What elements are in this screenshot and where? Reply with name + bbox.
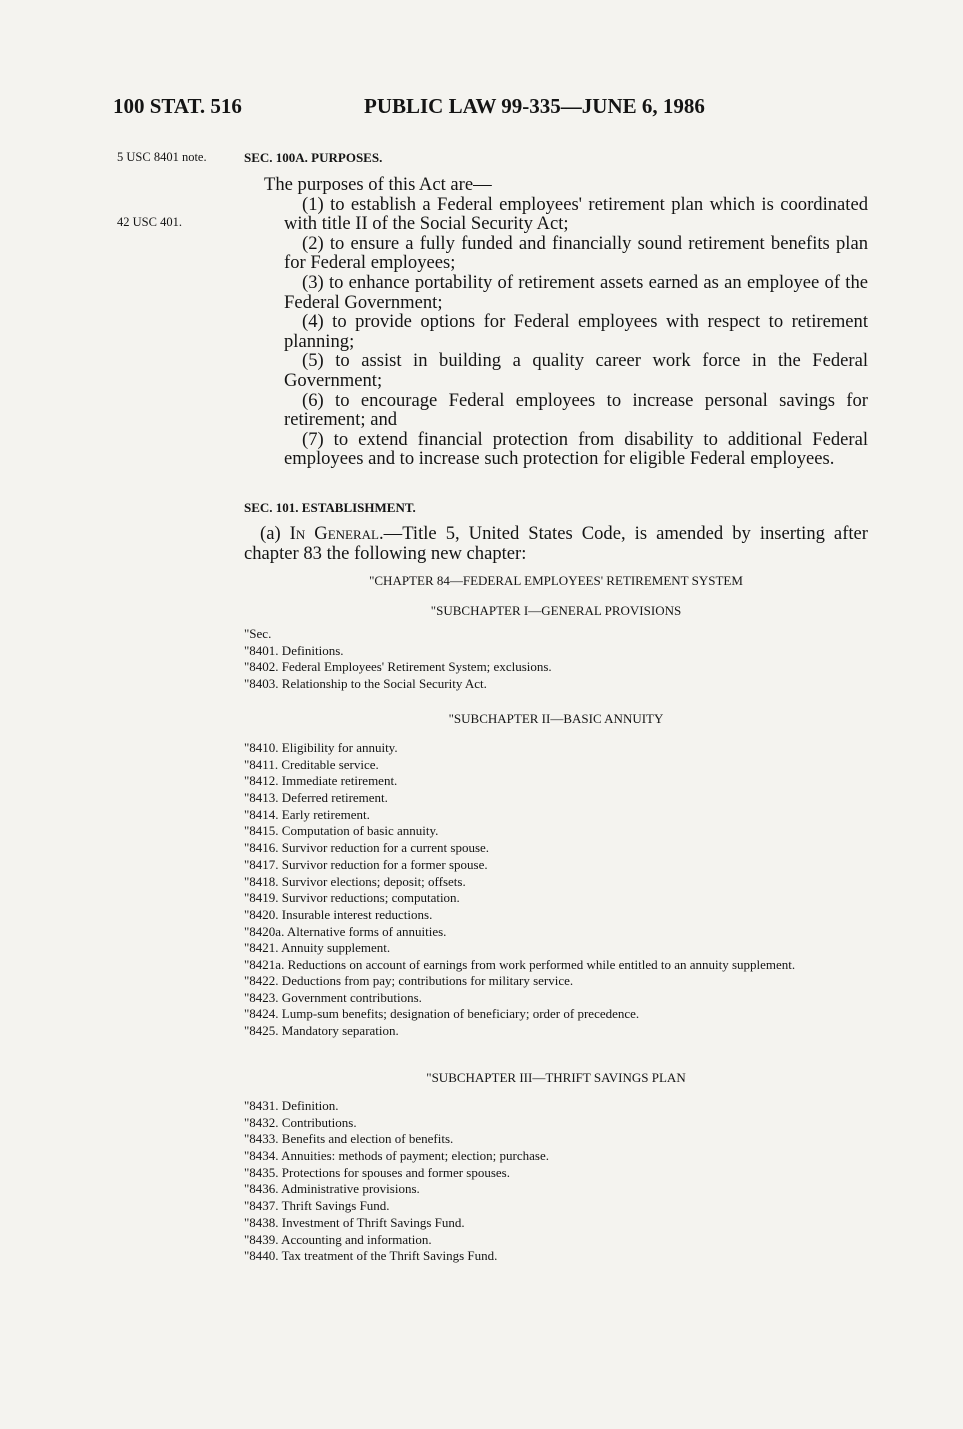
purpose-item: (6) to encourage Federal employees to increase personal savings for retirement; and: [284, 389, 868, 431]
section-101-heading: SEC. 101. ESTABLISHMENT.: [244, 500, 416, 515]
toc-item: "8414. Early retirement.: [244, 806, 370, 822]
toc-item: "8403. Relationship to the Social Security Act.: [244, 676, 487, 692]
section-100a-body: [264, 175, 868, 469]
subsection-text: —Title 5, United States Code, is amended by inserting after chapter 83 the following new chapter:: [244, 523, 868, 564]
purpose-item: (7) to extend financial protection from disability to additional Federal employees and to increase such protection for eligible Federal employees.: [284, 428, 868, 470]
subchapter-3-title: "SUBCHAPTER III—THRIFT SAVINGS PLAN: [426, 1070, 686, 1085]
toc-item: "8412. Immediate retirement.: [244, 773, 398, 789]
toc-item: "8425. Mandatory separation.: [244, 1023, 399, 1038]
subchapter-1-title: "SUBCHAPTER I—GENERAL PROVISIONS: [430, 603, 682, 618]
toc-item: "8419. Survivor reductions; computation.: [244, 890, 460, 906]
toc-item: "8416. Survivor reduction for a current spouse.: [244, 840, 490, 856]
toc-item: "8423. Government contributions.: [244, 989, 422, 1005]
subchapter-1-toc: [244, 626, 874, 693]
purpose-item: (5) to assist in building a quality career work force in the Federal Government;: [284, 350, 868, 391]
sec-label: "Sec.: [244, 626, 272, 641]
purpose-item: (4) to provide options for Federal employees with respect to retirement planning;: [284, 311, 868, 352]
toc-item: "8437. Thrift Savings Fund.: [244, 1198, 390, 1214]
toc-item: "8432. Contributions.: [244, 1114, 357, 1130]
toc-item: "8439. Accounting and information.: [244, 1231, 432, 1247]
subsection-a: [244, 524, 868, 563]
toc-item: "8421a. Reductions on account of earnings from work performed while entitled to an annuity supplement.: [244, 956, 796, 972]
toc-item: "8413. Deferred retirement.: [244, 790, 388, 806]
toc-item: "8415. Computation of basic annuity.: [244, 823, 439, 839]
margin-note-usc-8401: 5 USC 8401 note.: [117, 150, 207, 164]
purposes-lead: The purposes of this Act are—: [264, 174, 492, 195]
toc-item: "8401. Definitions.: [244, 642, 344, 658]
toc-item: "8402. Federal Employees' Retirement System; exclusions.: [244, 659, 552, 675]
toc-item: "8411. Creditable service.: [244, 756, 379, 772]
toc-item: "8434. Annuities: methods of payment; election; purchase.: [244, 1148, 549, 1164]
subchapter-2-title: "SUBCHAPTER II—BASIC ANNUITY: [448, 711, 664, 726]
toc-item: "8431. Definition.: [244, 1098, 339, 1113]
subchapter-2-toc: [244, 740, 874, 1040]
toc-item: "8420. Insurable interest reductions.: [244, 906, 433, 922]
subsection-label: (a): [260, 523, 281, 544]
public-law-title: PUBLIC LAW 99-335—JUNE 6, 1986: [364, 94, 705, 118]
purpose-item: (3) to enhance portability of retirement assets earned as an employee of the Federal Government;: [284, 271, 868, 313]
toc-item: "8440. Tax treatment of the Thrift Savings Fund.: [244, 1248, 498, 1264]
subsection-title: In General.: [289, 523, 384, 544]
toc-item: "8424. Lump-sum benefits; designation of beneficiary; order of precedence.: [244, 1006, 640, 1022]
section-100a-heading: SEC. 100A. PURPOSES.: [244, 150, 383, 165]
purpose-item: (1) to establish a Federal employees' retirement plan which is coordinated with title II of the Social Security Act;: [284, 193, 868, 235]
toc-item: "8435. Protections for spouses and former spouses.: [244, 1164, 510, 1180]
toc-item: "8436. Administrative provisions.: [244, 1181, 420, 1197]
purpose-item: (2) to ensure a fully funded and financially sound retirement benefits plan for Federal employees;: [284, 232, 868, 274]
toc-item: "8420a. Alternative forms of annuities.: [244, 923, 447, 939]
toc-item: "8418. Survivor elections; deposit; offsets.: [244, 873, 466, 889]
toc-item: "8433. Benefits and election of benefits.: [244, 1131, 454, 1147]
toc-item: "8438. Investment of Thrift Savings Fund.: [244, 1214, 465, 1230]
toc-item: "8417. Survivor reduction for a former spouse.: [244, 856, 488, 872]
stat-page-number: 100 STAT. 516: [113, 94, 242, 118]
section-101-body: [244, 524, 868, 563]
toc-item: "8421. Annuity supplement.: [244, 940, 391, 956]
subchapter-3-toc: [244, 1098, 874, 1265]
toc-item: "8410. Eligibility for annuity.: [244, 740, 398, 755]
chapter-84-title: "CHAPTER 84—FEDERAL EMPLOYEES' RETIREMENT SYSTEM: [369, 573, 743, 588]
toc-item: "8422. Deductions from pay; contributions for military service.: [244, 972, 574, 988]
margin-note-42-usc-401: 42 USC 401.: [117, 215, 182, 229]
